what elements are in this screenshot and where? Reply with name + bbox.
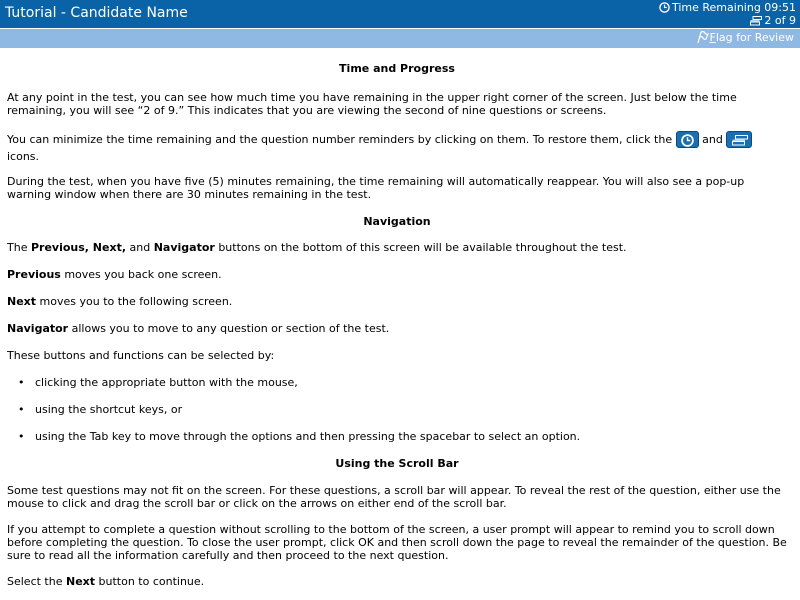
bullet: • — [18, 403, 25, 416]
flag-for-review-button[interactable] — [696, 31, 794, 44]
paragraph-scroll-bar: Some test questions may not fit on the screen. For these questions, a scroll bar will appear. To reveal the rest of the question, either use the mouse to click and drag the scroll bar or click on the arrows on either end of the scroll bar. — [7, 484, 781, 510]
list-item — [7, 403, 787, 416]
continue-bold-next: Next — [65, 575, 96, 588]
paragraph-minimize-text: You can minimize the time remaining and the question number reminders by clicking on them. To restore them, click the — [7, 133, 673, 146]
next-bold: Next — [7, 295, 37, 308]
list-item-text: clicking the appropriate button with the mouse, — [35, 376, 298, 389]
restore-timer-icon-button — [676, 131, 699, 148]
continue-text-1: Select the — [7, 575, 63, 588]
question-counter[interactable] — [750, 14, 796, 27]
clock-icon — [659, 2, 670, 13]
paragraph-time-remaining: At any point in the test, you can see how much time you have remaining in the upper right corner of the screen. Just below the time remaining, you will see “2 of 9.” This indicates that you are viewing the second of nine questions or screens. — [7, 91, 737, 117]
restore-counter-icon-button — [726, 131, 752, 148]
previous-bold: Previous — [7, 268, 61, 281]
paragraph-nav-buttons — [7, 241, 787, 254]
nav-bold-prev-next: Previous, Next, — [30, 241, 126, 254]
paragraph-navigator — [7, 322, 787, 335]
navigator-icon — [732, 135, 748, 146]
heading-time-and-progress: Time and Progress — [339, 62, 455, 75]
clock-icon — [681, 134, 694, 147]
nav-bold-navigator: Navigator — [153, 241, 215, 254]
heading-navigation: Navigation — [363, 215, 431, 228]
bullet: • — [18, 376, 25, 389]
paragraph-minimize — [7, 131, 787, 165]
nav-text-3: buttons on the bottom of this screen will be available throughout the test. — [218, 241, 627, 254]
flag-label: lag for Review — [715, 31, 794, 44]
title-bar — [0, 0, 800, 28]
paragraph-continue — [7, 575, 787, 588]
paragraph-minimize-icons: icons. — [7, 150, 40, 163]
next-text: moves you to the following screen. — [39, 295, 233, 308]
navigator-bold: Navigator — [7, 322, 69, 335]
nav-text-1: The — [7, 241, 28, 254]
time-remaining[interactable] — [659, 1, 796, 14]
navigator-icon — [750, 16, 762, 26]
list-item — [7, 430, 787, 443]
paragraph-scroll-prompt: If you attempt to complete a question without scrolling to the bottom of the screen, a user prompt will appear to remind you to scroll down before completing the question. To close the user prompt, click OK and then scroll down the page to reveal the remainder of the question. Be sure to read all the information carefully and then proceed to the next question. — [7, 523, 787, 562]
selection-methods-list — [7, 376, 787, 443]
paragraph-selection: These buttons and functions can be selected by: — [7, 349, 275, 362]
nav-text-2: and — [129, 241, 151, 254]
paragraph-warning: During the test, when you have five (5) minutes remaining, the time remaining will automatically reappear. You will also see a pop-up warning window when there are 30 minutes remaining in the test. — [7, 175, 745, 201]
app-title: Tutorial - Candidate Name — [5, 5, 188, 21]
list-item — [7, 376, 787, 389]
paragraph-minimize-and: and — [702, 133, 723, 146]
flag-label-accesskey: F — [709, 31, 716, 44]
bullet: • — [18, 430, 25, 443]
navigator-text: allows you to move to any question or section of the test. — [71, 322, 390, 335]
paragraph-next — [7, 295, 787, 308]
time-remaining-text: Time Remaining 09:51 — [671, 1, 796, 14]
previous-text: moves you back one screen. — [64, 268, 222, 281]
question-counter-text: 2 of 9 — [764, 14, 796, 27]
continue-text-2: button to continue. — [98, 575, 205, 588]
sub-toolbar — [0, 28, 800, 48]
list-item-text: using the shortcut keys, or — [35, 403, 183, 416]
heading-scroll-bar: Using the Scroll Bar — [335, 457, 459, 470]
list-item-text: using the Tab key to move through the options and then pressing the spacebar to select an option. — [35, 430, 581, 443]
flag-icon — [696, 31, 709, 44]
tutorial-content — [7, 62, 787, 588]
paragraph-previous — [7, 268, 787, 281]
